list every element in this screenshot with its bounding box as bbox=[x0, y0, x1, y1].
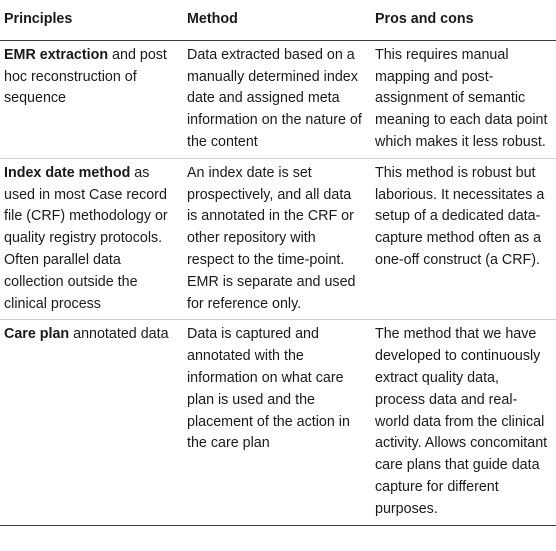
table-row bbox=[0, 40, 556, 158]
pros-cons-cell: This method is robust but laborious. It necessitates a setup of a dedicated data-capture method often as a one-off construct (a CRF). bbox=[375, 164, 545, 268]
principle-name: EMR extraction bbox=[4, 46, 109, 63]
header-row bbox=[0, 3, 556, 40]
principle-cell bbox=[0, 40, 183, 158]
principle-name: Care plan bbox=[4, 326, 70, 343]
table-row bbox=[0, 320, 556, 525]
method-cell: An index date is set prospectively, and all data is annotated in the CRF or other repository with respect to the time-point. EMR is separate and used for reference only. bbox=[187, 164, 356, 312]
principle-name: Index date method bbox=[4, 164, 131, 181]
method-cell: Data is captured and annotated with the information on what care plan is used and the placement of the action in the care plan bbox=[187, 326, 350, 452]
principle-description: annotated data bbox=[69, 326, 169, 343]
principle-description: as used in most Case record file (CRF) methodology or quality registry protocols. Often parallel data collection outside the clinical process bbox=[4, 164, 168, 312]
principle-description: and post hoc reconstruction of sequence bbox=[4, 46, 167, 107]
method-cell: Data extracted based on a manually determined index date and assigned meta information on the nature of the content bbox=[187, 46, 362, 150]
header-principles: Principles bbox=[4, 11, 73, 27]
header-pros-and-cons: Pros and cons bbox=[375, 11, 474, 27]
pros-cons-cell: The method that we have developed to continuously extract quality data, process data and real-world data from the clinical activity. Allows concomitant care plans that guide data capture for different purposes. bbox=[375, 326, 548, 517]
header-method: Method bbox=[187, 11, 238, 27]
comparison-table bbox=[0, 3, 556, 526]
principle-cell bbox=[0, 320, 183, 525]
pros-cons-cell: This requires manual mapping and post-assignment of semantic meaning to each data point which makes it less robust. bbox=[375, 46, 548, 150]
principle-cell bbox=[0, 158, 183, 320]
table-row bbox=[0, 158, 556, 320]
